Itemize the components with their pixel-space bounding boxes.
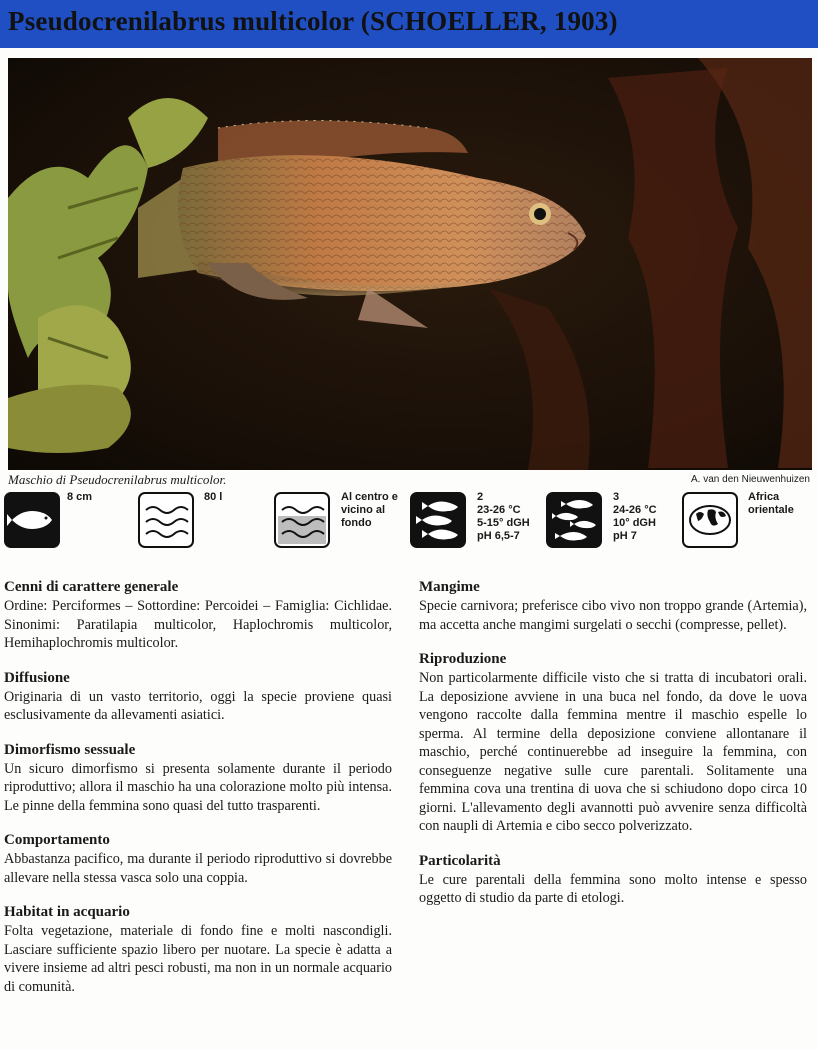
section-notes	[419, 852, 807, 908]
page-title: Pseudocrenilabrus multicolor (SCHOELLER, 1903)	[8, 6, 618, 36]
section-body: Non particolarmente difficile visto che si tratta di incubatori orali. La deposizione avviene in una buca nel fondo, da dove le uova vengono raccolte dalla femmina mentre il maschio espelle lo sperma. Al termine della deposizione conviene allontanare il maschio, perché continuerebbe ad inseguire la femmina, con conseguenze negative sulle cure parentali. Solitamente una femmina cova una trentina di uova che si schiudono dopo circa 10 giorni. L'allevamento degli avannotti può avvenire senza difficoltà con naupli di Artemia e cibo secco polverizzato.	[419, 670, 807, 834]
right-column	[419, 578, 807, 924]
section-title: Dimorfismo sessuale	[4, 741, 136, 758]
section-body: Le cure parentali della femmina sono molto intense e spesso oggetto di studio da parte di etologi.	[419, 871, 807, 906]
section-general	[4, 578, 392, 653]
section-behavior	[4, 831, 392, 887]
section-diffusion	[4, 669, 392, 725]
fish-photo	[8, 58, 812, 470]
section-food	[419, 578, 807, 634]
section-title: Particolarità	[419, 852, 501, 869]
photo-credit: A. van den Nieuwenhuizen	[691, 474, 810, 485]
section-reproduction	[419, 650, 807, 836]
spec-origin: Africa orientale	[748, 491, 794, 516]
swim-zone-icon	[274, 492, 330, 548]
photo-caption	[8, 472, 226, 488]
section-body: Ordine: Perciformes – Sottordine: Percoidei – Famiglia: Cichlidae. Sinonimi: Paratilapia multicolor, Haplochromis multicolor, Hemihaplochromis multicolor.	[4, 598, 392, 651]
fish-illustration	[8, 58, 812, 470]
section-dimorphism	[4, 741, 392, 816]
spec-zone: Al centro e vicino al fondo	[341, 491, 398, 529]
fish-group-icon	[546, 492, 602, 548]
spec-care-2: 2 23-26 °C 5-15° dGH pH 6,5-7	[477, 491, 530, 542]
title-bar	[0, 0, 818, 48]
left-column	[4, 578, 392, 1012]
fish-size-icon	[4, 492, 60, 548]
section-title: Diffusione	[4, 669, 70, 686]
section-title: Mangime	[419, 579, 480, 595]
tank-volume-icon	[138, 492, 194, 548]
caption-species: Pseudocrenilabrus multicolor.	[69, 472, 227, 487]
section-body: Folta vegetazione, materiale di fondo fine e molti nascondigli. Lasciare sufficiente spazio libero per nuotare. La specie è adatta a vivere insieme ad altri pesci robusti, ma non in un normale acquario di comunità.	[4, 923, 392, 995]
section-title: Comportamento	[4, 832, 110, 848]
section-title: Cenni di carattere generale	[4, 579, 179, 595]
section-body: Abbastanza pacifico, ma durante il periodo riproduttivo si dovrebbe allevare nella stessa vasca solo una coppia.	[4, 851, 392, 886]
globe-icon	[682, 492, 738, 548]
section-body: Originaria di un vasto territorio, oggi la specie proviene quasi esclusivamente da allevamenti asiatici.	[4, 688, 392, 723]
spec-tank: 80 l	[204, 491, 223, 503]
spec-size: 8 cm	[67, 491, 93, 503]
fish-group-icon	[410, 492, 466, 548]
spec-care-3: 3 24-26 °C 10° dGH pH 7	[613, 491, 657, 542]
section-body: Specie carnivora; preferisce cibo vivo non troppo grande (Artemia), ma accetta anche mangimi surgelati o secchi (compresse, pellet).	[419, 598, 807, 633]
section-title: Habitat in acquario	[4, 904, 130, 920]
caption-prefix: Maschio di	[8, 472, 70, 487]
section-title: Riproduzione	[419, 651, 507, 667]
section-body: Un sicuro dimorfismo si presenta solamente durante il periodo riproduttivo; allora il maschio ha una colorazione molto più intensa. Le pinne della femmina sono quasi del tutto trasparenti.	[4, 760, 392, 814]
section-habitat	[4, 903, 392, 996]
